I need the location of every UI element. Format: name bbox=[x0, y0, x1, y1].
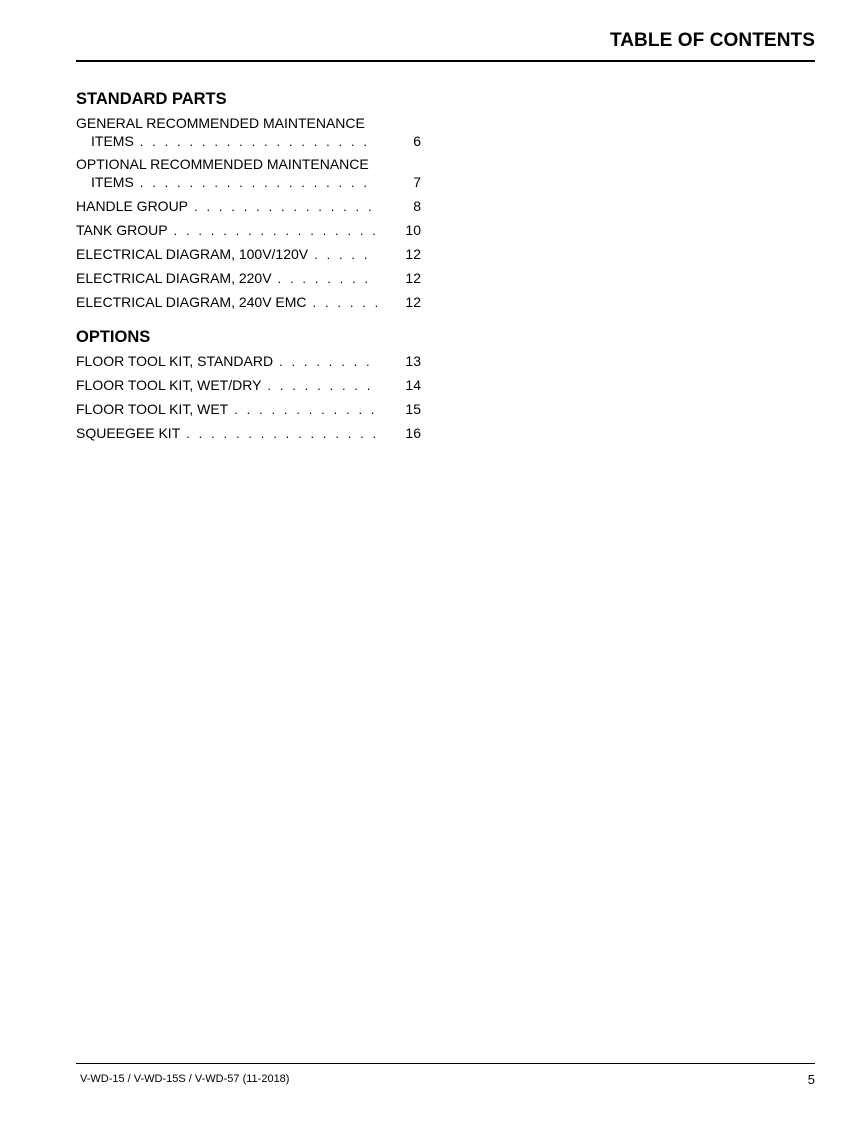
table-of-contents bbox=[76, 88, 421, 443]
toc-entry-label: ITEMS bbox=[91, 133, 134, 149]
dot-leader bbox=[194, 197, 377, 216]
toc-entry[interactable] bbox=[76, 221, 421, 240]
toc-entry-page: 12 bbox=[405, 294, 421, 310]
toc-entry-page: 14 bbox=[405, 377, 421, 393]
toc-entry-page: 15 bbox=[405, 401, 421, 417]
toc-entry-label: ITEMS bbox=[91, 174, 134, 190]
toc-entry[interactable] bbox=[76, 376, 421, 395]
dot-leader bbox=[279, 352, 377, 371]
toc-entry[interactable] bbox=[76, 400, 421, 419]
dot-leader bbox=[267, 376, 377, 395]
dot-leader bbox=[174, 221, 377, 240]
toc-entry[interactable] bbox=[76, 245, 421, 264]
toc-entry-page: 10 bbox=[405, 222, 421, 238]
toc-entry-label-line: OPTIONAL RECOMMENDED MAINTENANCE bbox=[76, 156, 369, 172]
toc-entry-label-line: GENERAL RECOMMENDED MAINTENANCE bbox=[76, 115, 365, 131]
toc-entry-label: ELECTRICAL DIAGRAM, 100V/120V bbox=[76, 246, 309, 262]
toc-entry[interactable] bbox=[76, 114, 421, 151]
toc-entry[interactable] bbox=[76, 352, 421, 371]
dot-leader bbox=[278, 269, 377, 288]
dot-leader bbox=[314, 245, 377, 264]
toc-entry-label: FLOOR TOOL KIT, WET bbox=[76, 401, 229, 417]
toc-entry-label: ELECTRICAL DIAGRAM, 240V EMC bbox=[76, 294, 307, 310]
dot-leader bbox=[140, 132, 377, 151]
toc-entry[interactable] bbox=[76, 155, 421, 192]
options-entries bbox=[76, 352, 421, 443]
toc-entry-page: 13 bbox=[405, 353, 421, 369]
page-footer bbox=[76, 1063, 815, 1087]
toc-entry[interactable] bbox=[76, 197, 421, 216]
dot-leader bbox=[313, 293, 377, 312]
toc-entry-page: 6 bbox=[413, 133, 421, 149]
toc-entry[interactable] bbox=[76, 269, 421, 288]
toc-entry-page: 8 bbox=[413, 198, 421, 214]
footer-document-id: V-WD-15 / V-WD-15S / V-WD-57 (11-2018) bbox=[80, 1073, 290, 1085]
toc-entry-label: FLOOR TOOL KIT, STANDARD bbox=[76, 353, 274, 369]
page-header bbox=[76, 28, 815, 62]
toc-entry-label: TANK GROUP bbox=[76, 222, 168, 238]
section-heading-options: OPTIONS bbox=[76, 328, 151, 346]
toc-entry-page: 7 bbox=[413, 174, 421, 190]
toc-entry-label: SQUEEGEE KIT bbox=[76, 425, 181, 441]
page-title: TABLE OF CONTENTS bbox=[609, 30, 815, 51]
toc-entry-label: FLOOR TOOL KIT, WET/DRY bbox=[76, 377, 262, 393]
section-heading-standard-parts: STANDARD PARTS bbox=[76, 90, 227, 108]
dot-leader bbox=[140, 173, 377, 192]
toc-entry-page: 16 bbox=[405, 425, 421, 441]
toc-entry-page: 12 bbox=[405, 270, 421, 286]
toc-entry-page: 12 bbox=[405, 246, 421, 262]
footer-page-number: 5 bbox=[807, 1072, 815, 1087]
dot-leader bbox=[234, 400, 377, 419]
standard-parts-entries bbox=[76, 114, 421, 312]
dot-leader bbox=[186, 424, 377, 443]
toc-entry[interactable] bbox=[76, 424, 421, 443]
toc-entry-label: HANDLE GROUP bbox=[76, 198, 189, 214]
toc-entry[interactable] bbox=[76, 293, 421, 312]
toc-entry-label: ELECTRICAL DIAGRAM, 220V bbox=[76, 270, 272, 286]
